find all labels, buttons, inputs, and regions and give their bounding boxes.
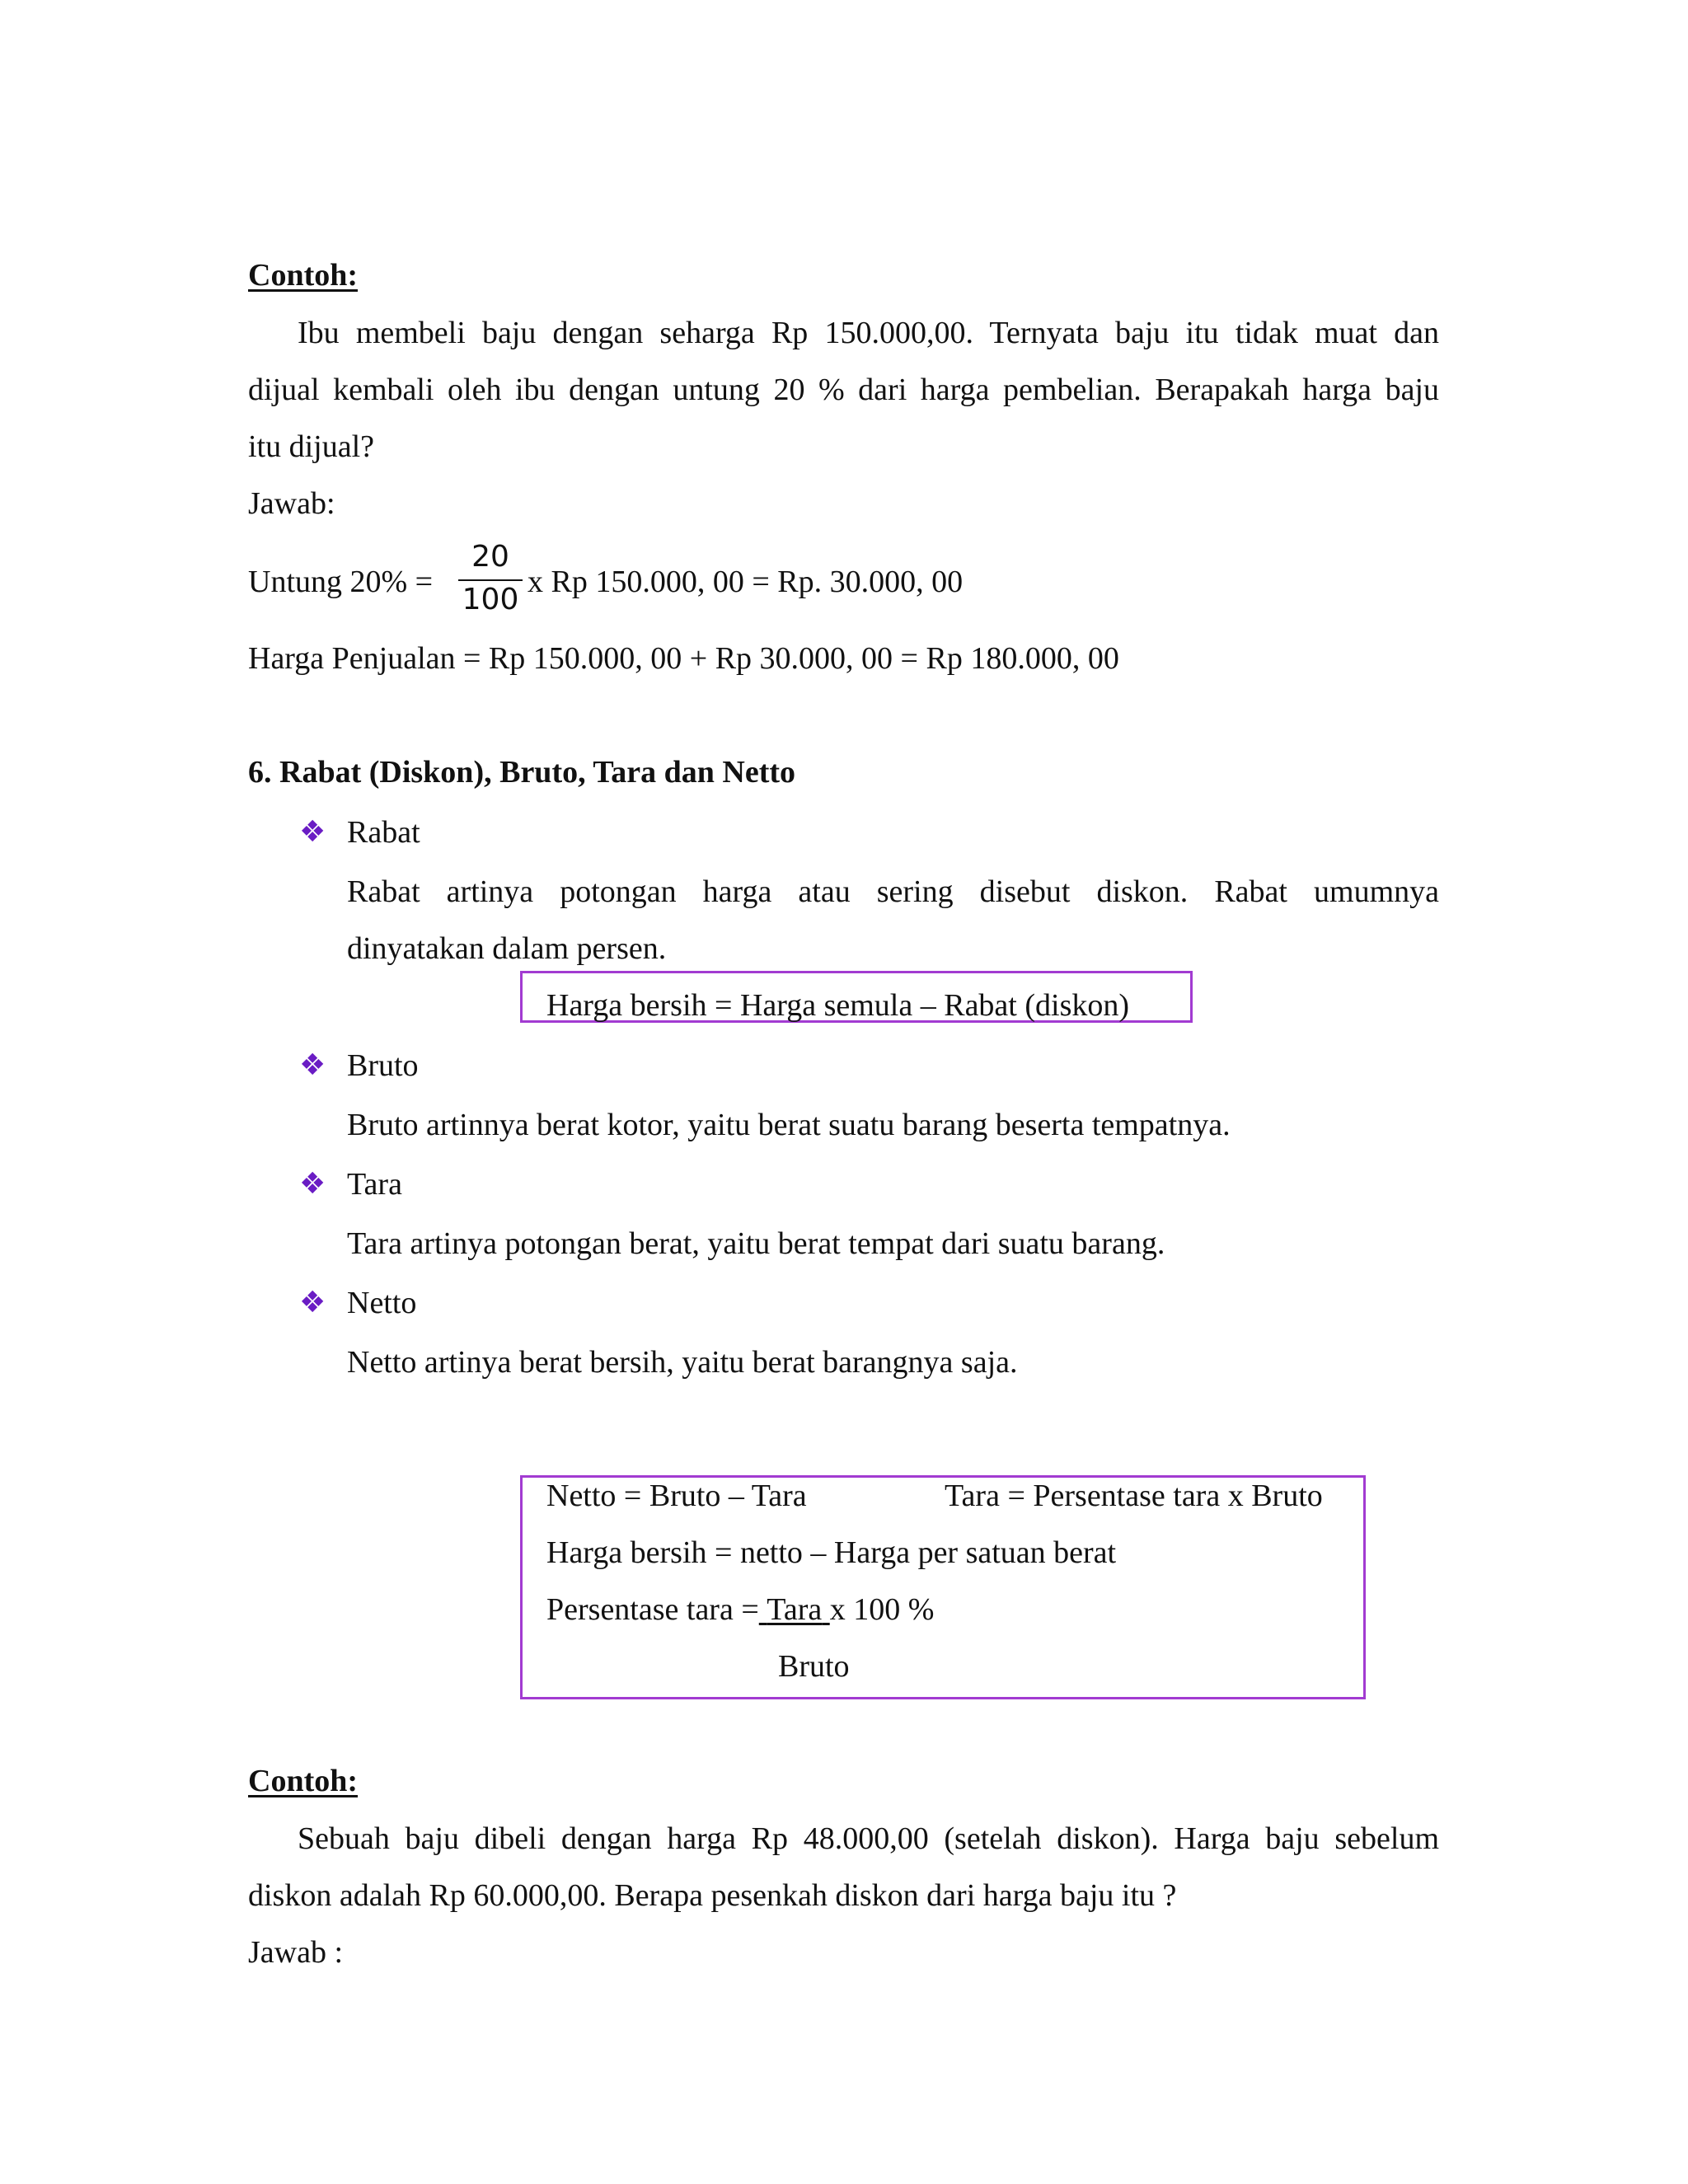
- tare-percentage-formula: [546, 1590, 934, 1629]
- answer-label: Jawab :: [248, 1935, 344, 1970]
- example-heading: Contoh:: [248, 1764, 359, 1798]
- tara-description: Tara artinya potongan berat, yaitu berat tempat dari suatu barang.: [347, 1226, 1165, 1261]
- answer-label: Jawab:: [248, 486, 335, 521]
- paragraph-line: diskon adalah Rp 60.000,00. Berapa pesenkah diskon dari harga baju itu ?: [248, 1878, 1177, 1913]
- diamond-bullet-icon: ❖: [299, 1048, 326, 1082]
- paragraph-line: itu dijual?: [248, 429, 375, 464]
- diamond-bullet-icon: ❖: [299, 815, 326, 849]
- profit-label: Untung 20% =: [248, 565, 434, 599]
- fraction-denominator: 100: [462, 583, 519, 616]
- paragraph-line: Sebuah baju dibeli dengan harga Rp 48.000,00 (setelah diskon). Harga baju sebelum: [298, 1821, 1439, 1856]
- bruto-description: Bruto artinnya berat kotor, yaitu berat suatu barang beserta tempatnya.: [347, 1108, 1231, 1142]
- tare-percentage-multiplier: x 100 %: [829, 1592, 935, 1627]
- tare-fraction-numerator: [759, 1592, 830, 1627]
- selling-price-calculation: Harga Penjualan = Rp 150.000, 00 + Rp 30.000, 00 = Rp 180.000, 00: [248, 641, 1119, 676]
- rabat-title: Rabat: [347, 815, 420, 850]
- bruto-title: Bruto: [347, 1048, 419, 1083]
- netto-title: Netto: [347, 1286, 417, 1320]
- rabat-description: dinyatakan dalam persen.: [347, 931, 667, 966]
- tare-percentage-label: Persentase tara =: [546, 1592, 759, 1627]
- tara-formula: Tara = Persentase tara x Bruto: [945, 1479, 1323, 1513]
- paragraph-line: Ibu membeli baju dengan seharga Rp 150.000,00. Ternyata baju itu tidak muat dan: [298, 316, 1439, 350]
- netto-description: Netto artinya berat bersih, yaitu berat barangnya saja.: [347, 1345, 1018, 1380]
- diamond-bullet-icon: ❖: [299, 1167, 326, 1201]
- example-heading: Contoh:: [248, 258, 359, 293]
- tare-numerator-text: Tara: [767, 1592, 823, 1627]
- fraction-numerator: 20: [471, 540, 509, 574]
- tara-title: Tara: [347, 1167, 402, 1202]
- fraction-bar: [458, 579, 523, 581]
- net-price-formula: Harga bersih = netto – Harga per satuan berat: [546, 1535, 1117, 1570]
- diamond-bullet-icon: ❖: [299, 1286, 326, 1319]
- section-heading: 6. Rabat (Diskon), Bruto, Tara dan Netto: [248, 755, 796, 790]
- profit-calculation: x Rp 150.000, 00 = Rp. 30.000, 00: [528, 565, 964, 599]
- tare-fraction-denominator: Bruto: [778, 1649, 850, 1684]
- netto-formula: Netto = Bruto – Tara: [546, 1479, 807, 1513]
- rabat-formula: Harga bersih = Harga semula – Rabat (diskon): [546, 988, 1130, 1023]
- rabat-description: Rabat artinya potongan harga atau sering disebut diskon. Rabat umumnya: [347, 874, 1439, 909]
- paragraph-line: dijual kembali oleh ibu dengan untung 20 % dari harga pembelian. Berapakah harga baju: [248, 373, 1439, 407]
